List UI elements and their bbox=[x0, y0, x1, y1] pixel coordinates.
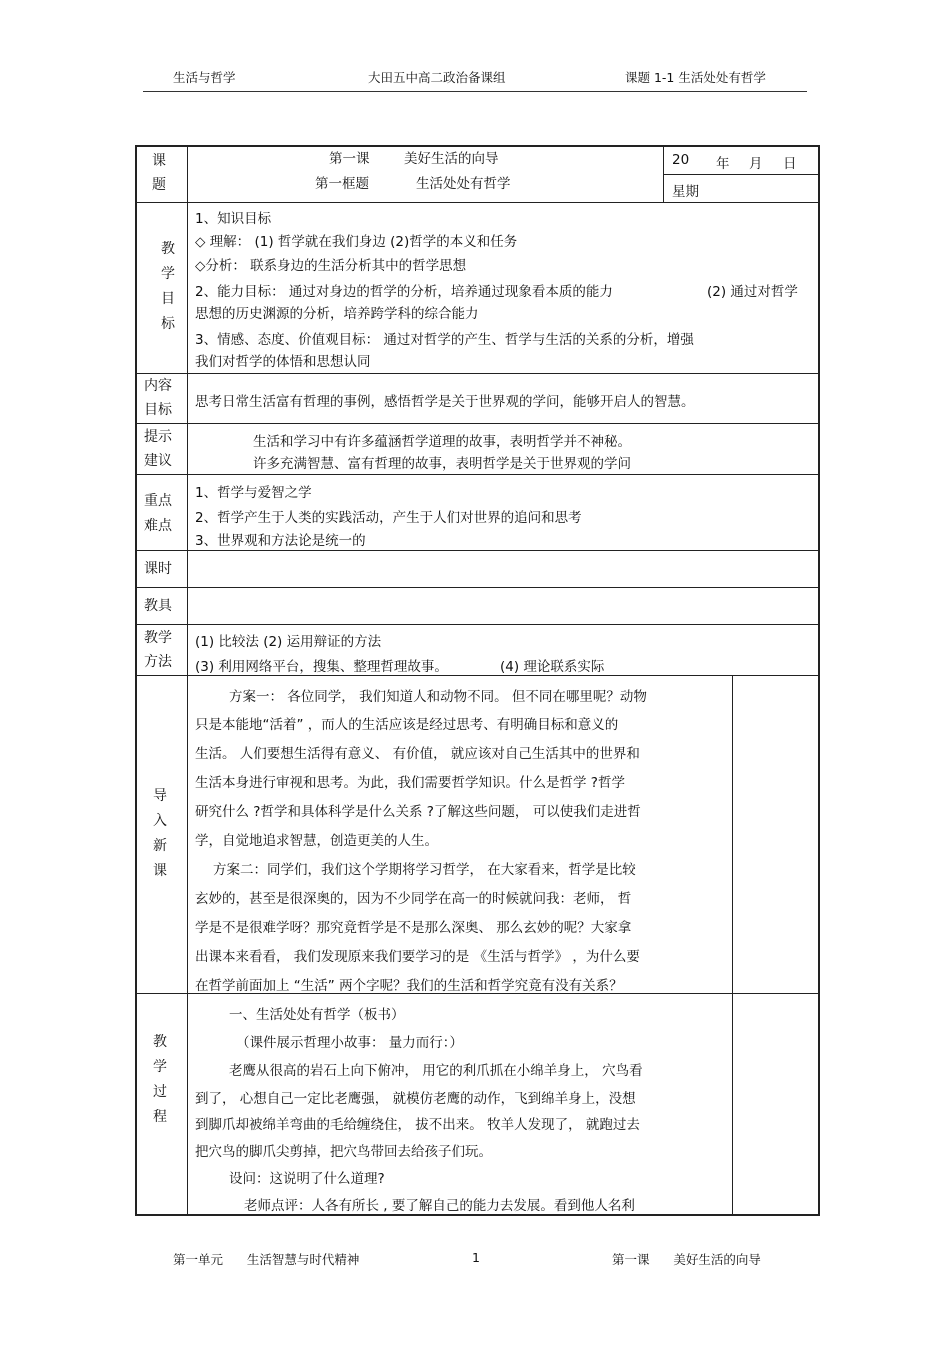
header-center: 大田五中高二政治备课组 bbox=[368, 70, 506, 85]
intro-line: 只是本能地“活着” ，而人的生活应该是经过思考、有明确目标和意义的 bbox=[195, 717, 619, 733]
process-line: 设问：这说明了什么道理? bbox=[229, 1171, 385, 1187]
frame-name: 生活处处有哲学 bbox=[416, 176, 511, 192]
tips-label-2: 建议 bbox=[144, 453, 172, 469]
content-goal-label-2: 目标 bbox=[144, 402, 172, 418]
row-divider bbox=[135, 587, 818, 588]
objective-line: ◇分析： 联系身边的生活分析其中的哲学思想 bbox=[195, 258, 467, 274]
hours-label: 课时 bbox=[144, 561, 172, 577]
process-line: 一、生活处处有哲学（板书） bbox=[229, 1007, 405, 1023]
intro-line: 方案一： 各位同学， 我们知道人和动物不同。 但不同在哪里呢？动物 bbox=[229, 689, 647, 705]
tips-label-1: 提示 bbox=[144, 429, 172, 445]
intro-line: 学，自觉地追求智慧，创造更美的人生。 bbox=[195, 833, 438, 849]
process-line: 到了， 心想自己一定比老鹰强， 就模仿老鹰的动作，飞到绵羊身上，没想 bbox=[195, 1091, 636, 1107]
date-nian: 年 bbox=[716, 156, 730, 172]
row-divider bbox=[135, 202, 818, 203]
content-goal-label-1: 内容 bbox=[144, 378, 172, 394]
objective-line: 2、能力目标： 通过对身边的哲学的分析，培养通过现象看本质的能力 bbox=[195, 284, 613, 300]
intro-line: 玄妙的，甚至是很深奥的，因为不少同学在高一的时候就问我：老师， 哲 bbox=[195, 891, 632, 907]
key-point-item: 3、世界观和方法论是统一的 bbox=[195, 533, 366, 549]
objective-line: 思想的历史渊源的分析，培养跨学科的综合能力 bbox=[195, 306, 479, 322]
key-points-label-1: 重点 bbox=[144, 493, 172, 509]
weekday-label: 星期 bbox=[672, 184, 699, 200]
intro-line: 出课本来看看， 我们发现原来我们要学习的是 《生活与哲学》 ，为什么要 bbox=[195, 949, 640, 965]
methods-label-1: 教学 bbox=[144, 630, 172, 646]
page-number: 1 bbox=[472, 1250, 480, 1265]
intro-line: 生活。 人们要想生活得有意义、 有价值， 就应该对自己生活其中的世界和 bbox=[195, 746, 640, 762]
header-rule bbox=[143, 91, 807, 92]
process-line: 把穴鸟的脚爪尖剪掉，把穴鸟带回去给孩子们玩。 bbox=[195, 1144, 492, 1160]
tips-line: 生活和学习中有许多蕴涵哲学道理的故事，表明哲学并不神秘。 bbox=[253, 434, 631, 450]
process-line: 到脚爪却被绵羊弯曲的毛给缠绕住， 拔不出来。 牧羊人发现了， 就跑过去 bbox=[195, 1117, 640, 1133]
intro-line: 生活本身进行审视和思考。为此，我们需要哲学知识。什么是哲学 ?哲学 bbox=[195, 775, 625, 791]
objective-line: 1、知识目标 bbox=[195, 211, 272, 227]
objective-line: 我们对哲学的体悟和思想认同 bbox=[195, 354, 371, 370]
method-line: (4) 理论联系实际 bbox=[500, 659, 605, 675]
key-points-label-2: 难点 bbox=[144, 518, 172, 534]
row-divider bbox=[135, 624, 818, 625]
date-yue: 月 bbox=[749, 156, 763, 172]
lesson-number: 第一课 bbox=[329, 151, 370, 167]
intro-line: 研究什么 ?哲学和具体科学是什么关系 ?了解这些问题， 可以使我们走进哲 bbox=[195, 804, 641, 820]
date-year: 20 bbox=[672, 152, 690, 168]
key-point-item: 2、哲学产生于人类的实践活动，产生于人们对世界的追问和思考 bbox=[195, 510, 582, 526]
row-divider bbox=[135, 675, 818, 676]
tips-line: 许多充满智慧、富有哲理的故事，表明哲学是关于世界观的学问 bbox=[253, 456, 631, 472]
tools-label: 教具 bbox=[144, 598, 172, 614]
notes-column-divider bbox=[732, 675, 733, 1214]
content-goal-text: 思考日常生活富有哲理的事例，感悟哲学是关于世界观的学问，能够开启人的智慧。 bbox=[195, 394, 695, 410]
method-line: (3) 利用网络平台，搜集、整理哲理故事。 bbox=[195, 659, 448, 675]
date-ri: 日 bbox=[783, 156, 797, 172]
objective-line: (2) 通过对哲学 bbox=[707, 284, 798, 300]
frame-number: 第一框题 bbox=[315, 176, 369, 192]
intro-line: 在哲学前面加上 “生活” 两个字呢？我们的生活和哲学究竟有没有关系？ bbox=[195, 978, 623, 994]
intro-line: 学是不是很难学呀？那究竟哲学是不是那么深奥、 那么玄妙的呢？大家拿 bbox=[195, 920, 632, 936]
process-label: 教 学 过 程 bbox=[153, 1034, 167, 1125]
footer-right: 第一课 美好生活的向导 bbox=[612, 1252, 761, 1267]
row-divider bbox=[135, 474, 818, 475]
objective-line: ◇ 理解： (1) 哲学就在我们身边 (2)哲学的本义和任务 bbox=[195, 234, 518, 250]
header-left: 生活与哲学 bbox=[173, 70, 236, 85]
row-divider bbox=[135, 423, 818, 424]
footer-left: 第一单元 生活智慧与时代精神 bbox=[173, 1252, 360, 1267]
row-divider bbox=[663, 174, 818, 175]
date-column-divider bbox=[663, 145, 664, 203]
topic-label-2: 题 bbox=[152, 177, 166, 193]
row-divider bbox=[135, 373, 818, 374]
header-right: 课题 1-1 生活处处有哲学 bbox=[625, 70, 766, 85]
objective-line: 3、情感、态度、价值观目标： 通过对哲学的产生、哲学与生活的关系的分析，增强 bbox=[195, 332, 694, 348]
methods-label-2: 方法 bbox=[144, 654, 172, 670]
process-line: （课件展示哲理小故事： 量力而行：） bbox=[236, 1035, 464, 1051]
process-line: 老师点评：人各有所长 , 要了解自己的能力去发展。看到他人名利 bbox=[244, 1198, 635, 1214]
objectives-label: 教 学 目 标 bbox=[161, 241, 175, 332]
intro-label: 导 入 新 课 bbox=[153, 788, 167, 879]
lesson-name: 美好生活的向导 bbox=[404, 151, 499, 167]
process-line: 老鹰从很高的岩石上向下俯冲， 用它的利爪抓在小绵羊身上， 穴鸟看 bbox=[229, 1063, 643, 1079]
method-line: (1) 比较法 (2) 运用辩证的方法 bbox=[195, 634, 382, 650]
row-divider bbox=[135, 550, 818, 551]
key-point-item: 1、哲学与爱智之学 bbox=[195, 485, 312, 501]
intro-line: 方案二：同学们，我们这个学期将学习哲学， 在大家看来，哲学是比较 bbox=[213, 862, 636, 878]
topic-label-1: 课 bbox=[152, 153, 166, 169]
